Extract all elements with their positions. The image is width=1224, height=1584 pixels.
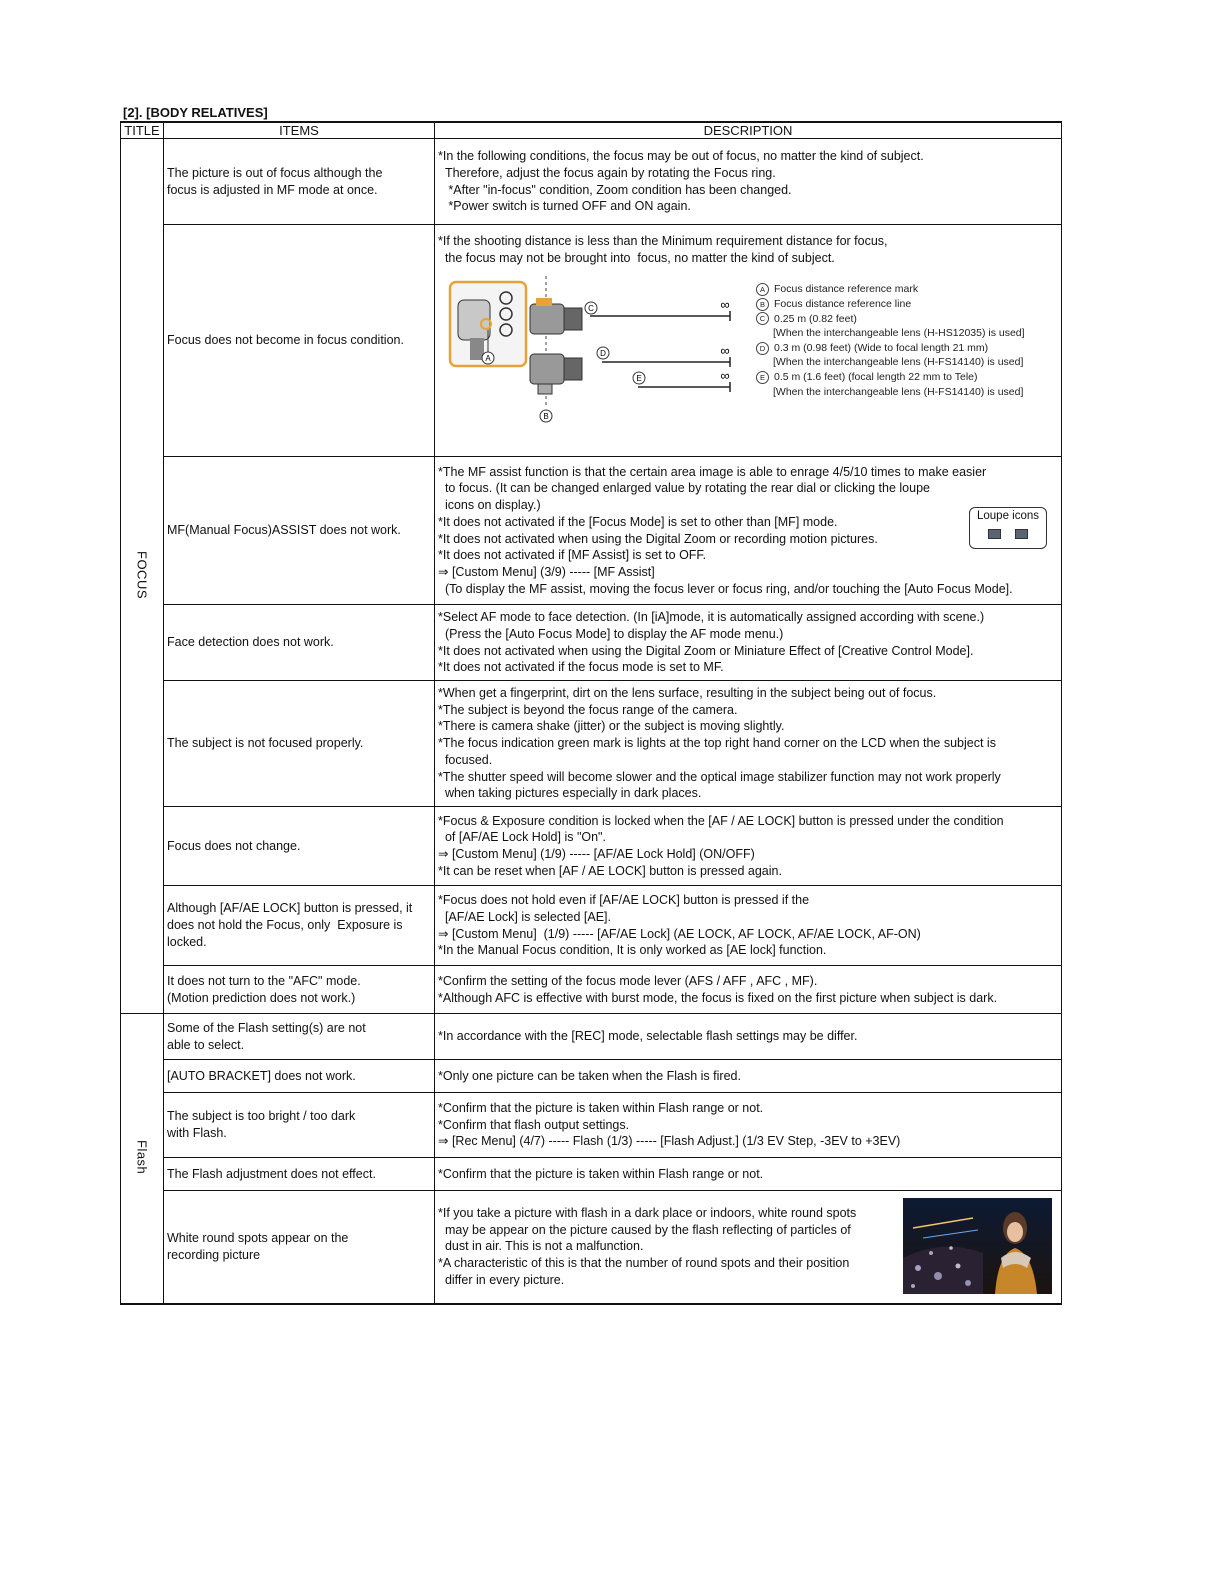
description-cell: *In the following conditions, the focus may be out of focus, no matter the kind of subject. Therefore, adjust the focus again by rotating the Focus ring. *After "in-focus" condition, Zoom condition has been changed. *Power switch is turned OFF and ON again.: [435, 139, 1062, 225]
item-cell: Some of the Flash setting(s) are not able to select.: [164, 1014, 435, 1060]
item-cell: Although [AF/AE LOCK] button is pressed, it does not hold the Focus, only Exposure is locked.: [164, 886, 435, 966]
legend-entry: [When the interchangeable lens (H-HS12035) is used]: [773, 327, 1025, 340]
description-text: *The MF assist function is that the certain area image is able to enrage 4/5/10 times to make easier to focus. (It can be changed enlarged value by rotating the rear dial or clicking the loupe icons on display.) *It does not activated if the [Focus Mode] is set to other than [MF] mode. *It does not activated when using the Digital Zoom or recording motion pictures. *It does not activated if [MF Assist] is set to OFF. ⇒ [Custom Menu] (3/9) ----- [MF Assist] (To display the MF assist, moving the focus lever or focus ring, and/or touching the [Auto Focus Mode].: [438, 464, 1013, 596]
diagram-mark-e: E: [636, 374, 642, 384]
table-row: [121, 966, 1062, 1014]
description-cell: *In accordance with the [REC] mode, selectable flash settings may be differ.: [435, 1014, 1062, 1060]
diagram-mark-b: B: [543, 412, 549, 422]
description-cell: *Focus & Exposure condition is locked when the [AF / AE LOCK] button is pressed under the condition of [AF/AE Lock Hold] is "On". ⇒ [Custom Menu] (1/9) ----- [AF/AE Lock Hold] (ON/OFF) *It can be reset when [AF / AE LOCK] button is pressed again.: [435, 807, 1062, 886]
group-title-focus: [121, 139, 164, 1014]
item-cell: MF(Manual Focus)ASSIST does not work.: [164, 457, 435, 605]
table-row: [121, 1060, 1062, 1093]
description-cell: *Only one picture can be taken when the Flash is fired.: [435, 1060, 1062, 1093]
item-cell: The subject is not focused properly.: [164, 681, 435, 807]
description-cell: [435, 1191, 1062, 1304]
loupe-icon: [988, 529, 1001, 539]
description-cell: *When get a fingerprint, dirt on the lens surface, resulting in the subject being out of focus. *The subject is beyond the focus range of the camera. *There is camera shake (jitter) or the subject is moving slightly. *The focus indication green mark is lights at the top right hand corner on the LCD when the subject is focused. *The shutter speed will become slower and the optical image stabilizer function may not work properly when taking pictures especially in dark places.: [435, 681, 1062, 807]
item-cell: The picture is out of focus although the focus is adjusted in MF mode at once.: [164, 139, 435, 225]
flash-spots-sample-photo: [903, 1198, 1052, 1294]
table-row: [121, 225, 1062, 457]
legend-entry: A Focus distance reference mark: [756, 282, 1025, 297]
table-row: [121, 605, 1062, 681]
infinity-label: ∞: [720, 297, 730, 313]
table-row: [121, 886, 1062, 966]
description-text: *If the shooting distance is less than the Minimum requirement distance for focus, the focus may not be brought into focus, no matter the kind of subject.: [438, 234, 888, 265]
body-relatives-table: [120, 121, 1062, 1305]
description-cell: *Focus does not hold even if [AF/AE LOCK] button is pressed if the [AF/AE Lock] is selected [AE]. ⇒ [Custom Menu] (1/9) ----- [AF/AE Lock] (AE LOCK, AF LOCK, AF/AE LOCK, AF-ON) *In the Manual Focus condition, It is only worked as [AE lock] function.: [435, 886, 1062, 966]
page-heading: [2]. [BODY RELATIVES]: [123, 105, 268, 120]
diagram-mark-d: D: [600, 349, 606, 359]
group-label-flash: Flash: [134, 1139, 150, 1174]
focus-distance-diagram: [438, 276, 1058, 446]
legend-entry: B Focus distance reference line: [756, 297, 1025, 312]
group-label-focus: FOCUS: [134, 550, 150, 599]
table-row: [121, 1191, 1062, 1304]
loupe-icons-label: Loupe icons: [976, 510, 1040, 522]
description-cell: *Confirm that the picture is taken within Flash range or not.: [435, 1158, 1062, 1191]
table-row: [121, 1158, 1062, 1191]
legend-entry: [When the interchangeable lens (H-FS14140) is used]: [773, 356, 1024, 369]
diagram-legend: [756, 282, 1025, 399]
description-cell: *Confirm that the picture is taken within Flash range or not. *Confirm that flash output settings. ⇒ [Rec Menu] (4/7) ----- Flash (1/3) ----- [Flash Adjust.] (1/3 EV Step, -3EV to +3EV): [435, 1093, 1062, 1158]
item-cell: Focus does not change.: [164, 807, 435, 886]
group-title-flash: [121, 1014, 164, 1304]
legend-entry: C 0.25 m (0.82 feet): [756, 312, 1025, 327]
item-cell: [AUTO BRACKET] does not work.: [164, 1060, 435, 1093]
column-header-description: DESCRIPTION: [435, 122, 1062, 139]
infinity-label: ∞: [720, 368, 730, 384]
item-cell: The Flash adjustment does not effect.: [164, 1158, 435, 1191]
diagram-mark-c: C: [588, 304, 594, 314]
infinity-label: ∞: [720, 343, 730, 359]
column-header-items: ITEMS: [164, 122, 435, 139]
diagram-mark-a: A: [485, 354, 491, 364]
table-row: [121, 1093, 1062, 1158]
column-header-title: TITLE: [121, 122, 164, 139]
loupe-icons-box: [969, 507, 1047, 549]
table-row: [121, 139, 1062, 225]
legend-entry: E 0.5 m (1.6 feet) (focal length 22 mm to Tele): [756, 370, 1025, 385]
item-cell: Focus does not become in focus condition.: [164, 225, 435, 457]
description-cell: *Select AF mode to face detection. (In [iA]mode, it is automatically assigned according with scene.) (Press the [Auto Focus Mode] to display the AF mode menu.) *It does not activated when using the Digital Zoom or Miniature Effect of [Creative Control Mode]. *It does not activated if the focus mode is set to MF.: [435, 605, 1062, 681]
table-row: [121, 1014, 1062, 1060]
description-cell: [435, 457, 1062, 605]
description-cell: [435, 225, 1062, 457]
item-cell: The subject is too bright / too dark with Flash.: [164, 1093, 435, 1158]
table-row: [121, 807, 1062, 886]
item-cell: White round spots appear on the recording picture: [164, 1191, 435, 1304]
legend-entry: [When the interchangeable lens (H-FS14140) is used]: [773, 385, 1024, 398]
header-row: [121, 122, 1062, 139]
description-cell: *Confirm the setting of the focus mode lever (AFS / AFF , AFC , MF). *Although AFC is effective with burst mode, the focus is fixed on the first picture when subject is dark.: [435, 966, 1062, 1014]
loupe-icon: [1015, 529, 1028, 539]
table-row: [121, 457, 1062, 605]
description-text: *If you take a picture with flash in a dark place or indoors, white round spots may be appear on the picture caused by the flash reflecting of particles of dust in air. This is not a malfunction. *A characteristic of this is that the number of round spots and their position differ in every picture.: [438, 1205, 857, 1287]
table-row: [121, 681, 1062, 807]
item-cell: It does not turn to the "AFC" mode. (Motion prediction does not work.): [164, 966, 435, 1014]
item-cell: Face detection does not work.: [164, 605, 435, 681]
legend-entry: D 0.3 m (0.98 feet) (Wide to focal length 21 mm): [756, 341, 1025, 356]
camera-focus-illustration: [438, 276, 748, 446]
